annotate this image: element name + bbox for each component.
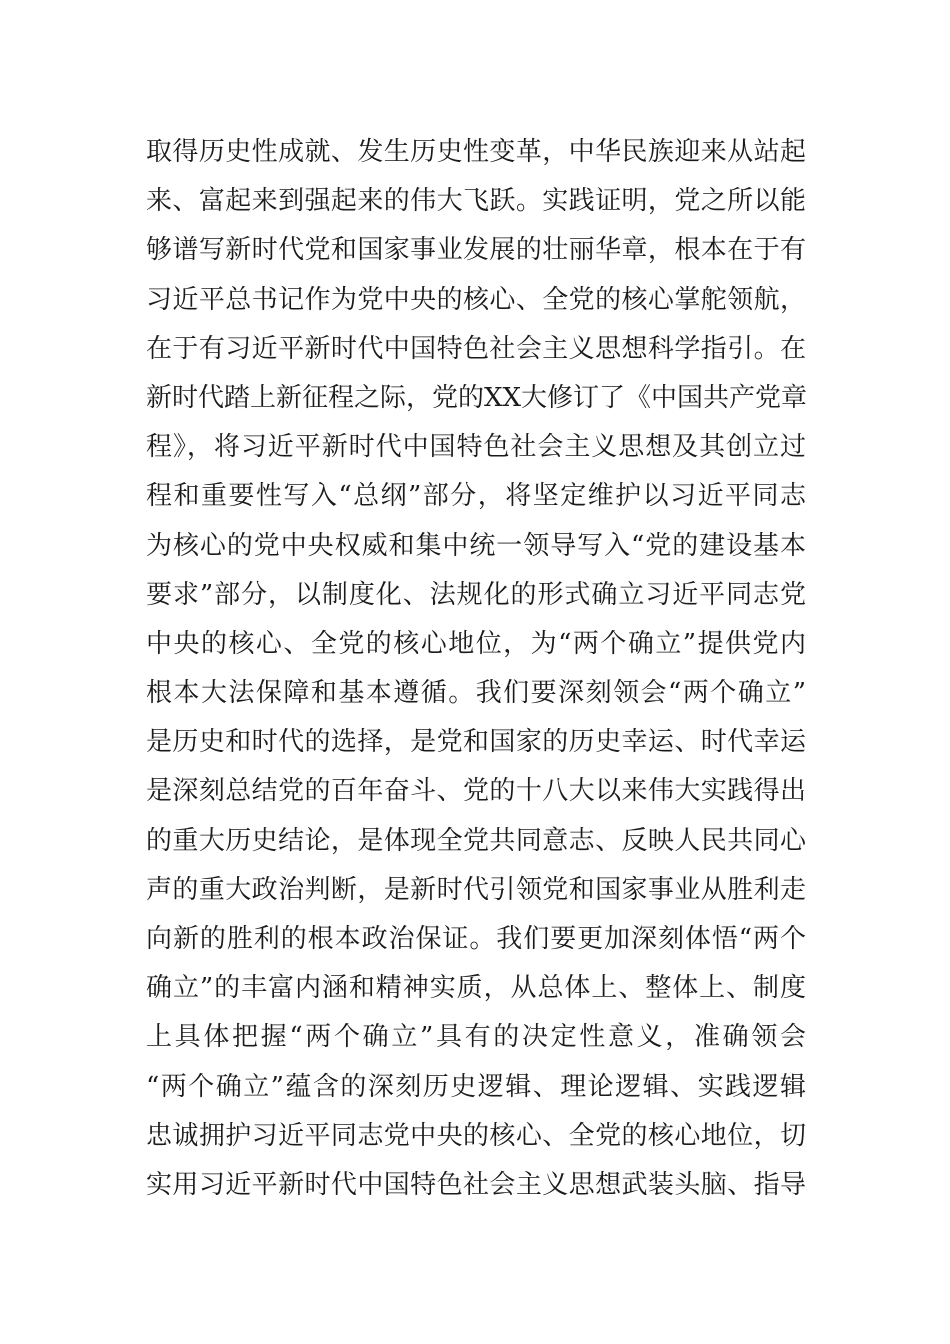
text-line: 新时代踏上新征程之际，党的XX大修订了《中国共产党章 bbox=[146, 382, 808, 413]
body-text bbox=[146, 128, 806, 1210]
text-line: 实用习近平新时代中国特色社会主义思想武装头脑、指导 bbox=[146, 1169, 806, 1200]
text-line: 程和重要性写入“总纲”部分，将坚定维护以习近平同志 bbox=[146, 481, 806, 512]
text-line: 是历史和时代的选择，是党和国家的历史幸运、时代幸运 bbox=[146, 727, 806, 758]
text-line: 的重大历史结论，是体现全党共同意志、反映人民共同心 bbox=[146, 825, 806, 856]
text-line: 确立”的丰富内涵和精神实质，从总体上、整体上、制度 bbox=[146, 973, 806, 1004]
text-line: 习近平总书记作为党中央的核心、全党的核心掌舵领航， bbox=[146, 284, 806, 315]
text-line: 在于有习近平新时代中国特色社会主义思想科学指引。在 bbox=[146, 333, 806, 364]
text-line: 中央的核心、全党的核心地位，为“两个确立”提供党内 bbox=[146, 628, 806, 659]
text-line: 为核心的党中央权威和集中统一领导写入“党的建设基本 bbox=[146, 530, 806, 561]
text-line: 是深刻总结党的百年奋斗、党的十八大以来伟大实践得出 bbox=[146, 776, 806, 807]
text-line: 取得历史性成就、发生历史性变革，中华民族迎来从站起 bbox=[146, 137, 806, 167]
text-line: 程》，将习近平新时代中国特色社会主义思想及其创立过 bbox=[146, 432, 806, 463]
text-line: 来、富起来到强起来的伟大飞跃。实践证明，党之所以能 bbox=[146, 186, 806, 217]
text-line: “两个确立”蕴含的深刻历史逻辑、理论逻辑、实践逻辑 bbox=[146, 1071, 806, 1102]
text-line: 够谱写新时代党和国家事业发展的壮丽华章，根本在于有 bbox=[146, 235, 806, 266]
text-line: 根本大法保障和基本遵循。我们要深刻领会“两个确立” bbox=[146, 678, 806, 709]
text-line: 忠诚拥护习近平同志党中央的核心、全党的核心地位，切 bbox=[146, 1120, 806, 1151]
text-line: 声的重大政治判断，是新时代引领党和国家事业从胜利走 bbox=[146, 874, 806, 905]
text-line: 要求”部分，以制度化、法规化的形式确立习近平同志党 bbox=[146, 579, 806, 610]
text-line: 向新的胜利的根本政治保证。我们要更加深刻体悟“两个 bbox=[146, 924, 806, 954]
text-line: 上具体把握“两个确立”具有的决定性意义，准确领会 bbox=[146, 1022, 806, 1053]
